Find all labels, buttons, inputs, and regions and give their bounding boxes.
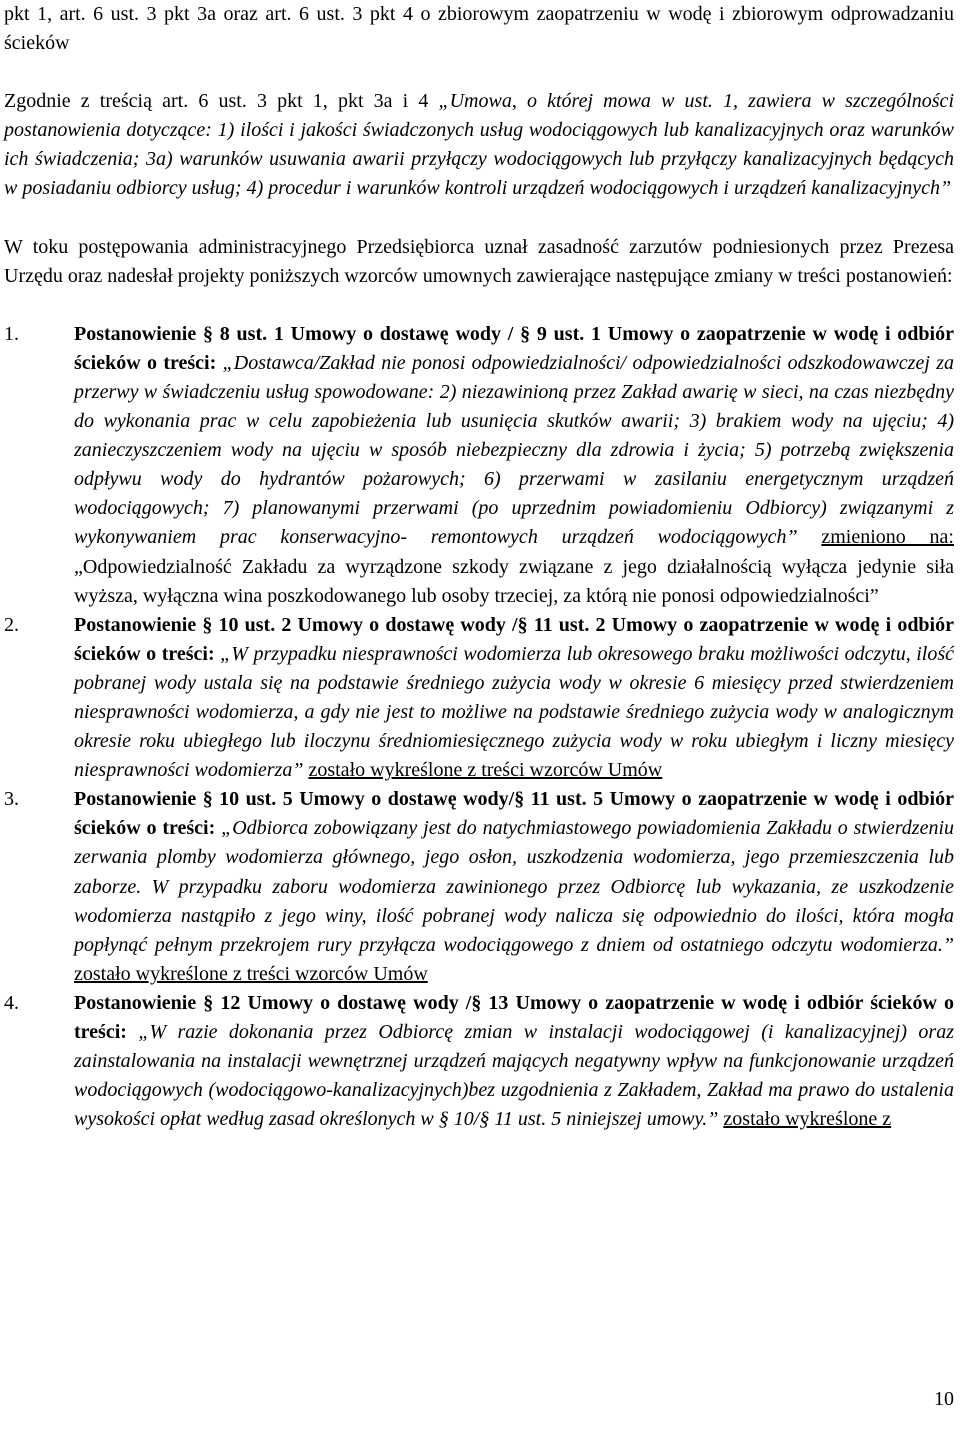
item-original-text: „W przypadku niesprawności wodomierza lub okresowego braku możliwości odczytu, ilość pobranej wody ustala się na podstawie średniego zużycia wody w okresie 6 miesięcy przed stwierdzeniem niesprawności wodomierza, a gdy nie jest to możliwe na podstawie średniego zużycia wody w analogicznym okresie roku ubiegłego lub iloczynu średniomiesięcznego zużycia wody w roku ubiegłym i liczny miesięcy niesprawności wodomierza” (74, 642, 954, 782)
document-page (4, 0, 954, 1134)
legal-basis-quote: „Umowa, o której mowa w ust. 1, zawiera w szczególności postanowienia dotyczące: 1) ilości i jakości świadczonych usług wodociągowych lub kanalizacyjnych oraz warunków ich świadczenia; 3a) warunków usuwania awarii przyłączy wodociągowych lub przyłączy kanalizacyjnych będących w posiadaniu odbiorcy usług; 4) procedur i warunków kontroli urządzeń wodociągowych i urządzeń kanalizacyjnych” (4, 90, 954, 200)
legal-basis-lead: Zgodnie z treścią art. 6 ust. 3 pkt 1, pkt 3a i 4 (4, 90, 439, 113)
item-original-text: „Dostawca/Zakład nie ponosi odpowiedzialności/ odpowiedzialności odszkodowawczej za przerwy w świadczeniu usług spowodowane: 2) niezawinioną przez Zakład awarię w sieci, na czas niezbędny do wykonania prac w celu zapobieżenia lub usunięcia skutków awarii; 3) brakiem wody na ujęciu; 4) zanieczyszczeniem wody na ujęciu w sposób niebezpieczny dla zdrowia i życia; 5) potrzebą zwiększenia odpływu wody do hydrantów pożarowych; 6) przerwami w zasilaniu energetycznym urządzeń wodociągowych; 7) planowanymi przerwami (po uprzednim powiadomieniu Odbiorcy) związanymi z wykonywaniem prac konserwacyjno- remontowych urządzeń wodociągowych” (74, 351, 955, 549)
amendments-list (4, 320, 954, 1135)
item-provision: Postanowienie § 12 Umowy o dostawę wody /§ 13 Umowy o zaopatrzenie w wodę i odbiór ścieków o treści: (74, 991, 954, 1043)
list-item (4, 320, 954, 611)
item-number: 2. (4, 613, 19, 636)
item-number: 3. (4, 788, 19, 811)
item-new-text: „Odpowiedzialność Zakładu za wyrządzone szkody związane z jego działalnością wyłącza jedynie siła wyższa, wyłączna wina poszkodowanego lub osoby trzeciej, za którą nie ponosi odpowiedzialności” (74, 555, 954, 607)
list-item (4, 989, 954, 1134)
page-number: 10 (934, 1388, 954, 1410)
item-original-text: „W razie dokonania przez Odbiorcę zmian w instalacji wodociągowej (i kanalizacyjnej) oraz zainstalowania na instalacji wewnętrznej urządzeń mających negatywny wpływ na funkcjonowanie urządzeń wodociągowych (wodociągowo-kanalizacyjnych)bez uzgodnienia z Zakładem, Zakład ma prawo do ustalenia wysokości opłat według zasad określonych w § 10/§ 11 ust. 5 niniejszej umowy.” (74, 1021, 954, 1131)
intro-paragraph: pkt 1, art. 6 ust. 3 pkt 3a oraz art. 6 ust. 3 pkt 4 o zbiorowym zaopatrzeniu w wodę i zbiorowym odprowadzaniu ścieków (4, 3, 954, 55)
item-original-text: „Odbiorca zobowiązany jest do natychmiastowego powiadomienia Zakładu o stwierdzeniu zerwania plomby wodomierza głównego, jego osłon, uszkodzenia wodomierza, jego przemieszczenia lub zaborze. W przypadku zaboru wodomierza zawinionego przez Odbiorcę lub wykazania, ze uszkodzenie wodomierza nastąpiło z jego winy, ilość pobranej wody nalicza się odpowiednio do ilości, która mogła popłynąć pełnym przekrojem rury przyłącza wodociągowego z dniem od ostatniego odczytu wodomierza.” (74, 817, 955, 956)
item-change-note: zmieniono na: (821, 526, 954, 549)
item-change-note: zostało wykreślone z treści wzorców Umów (308, 759, 663, 782)
item-change-note: zostało wykreślone z (723, 1108, 892, 1131)
list-item (4, 611, 954, 786)
item-provision: Postanowienie § 10 ust. 5 Umowy o dostawę wody/§ 11 ust. 5 Umowy o zaopatrzenie w wodę i odbiór ścieków o treści: (74, 788, 954, 840)
proceedings-paragraph: W toku postępowania administracyjnego Przedsiębiorca uznał zasadność zarzutów podniesionych przez Prezesa Urzędu oraz nadesłał projekty poniższych wzorców umownych zawierające następujące zmiany w treści postanowień: (4, 235, 954, 287)
legal-basis-paragraph (4, 87, 954, 203)
item-provision: Postanowienie § 10 ust. 2 Umowy o dostawę wody /§ 11 ust. 2 Umowy o zaopatrzenie w wodę i odbiór ścieków o treści: (74, 613, 954, 665)
item-number: 4. (4, 991, 19, 1014)
list-item (4, 785, 954, 989)
item-change-note: zostało wykreślone z treści wzorców Umów (74, 962, 428, 985)
item-provision: Postanowienie § 8 ust. 1 Umowy o dostawę wody / § 9 ust. 1 Umowy o zaopatrzenie w wodę i odbiór ścieków o treści: (74, 322, 954, 374)
item-number: 1. (4, 322, 19, 345)
